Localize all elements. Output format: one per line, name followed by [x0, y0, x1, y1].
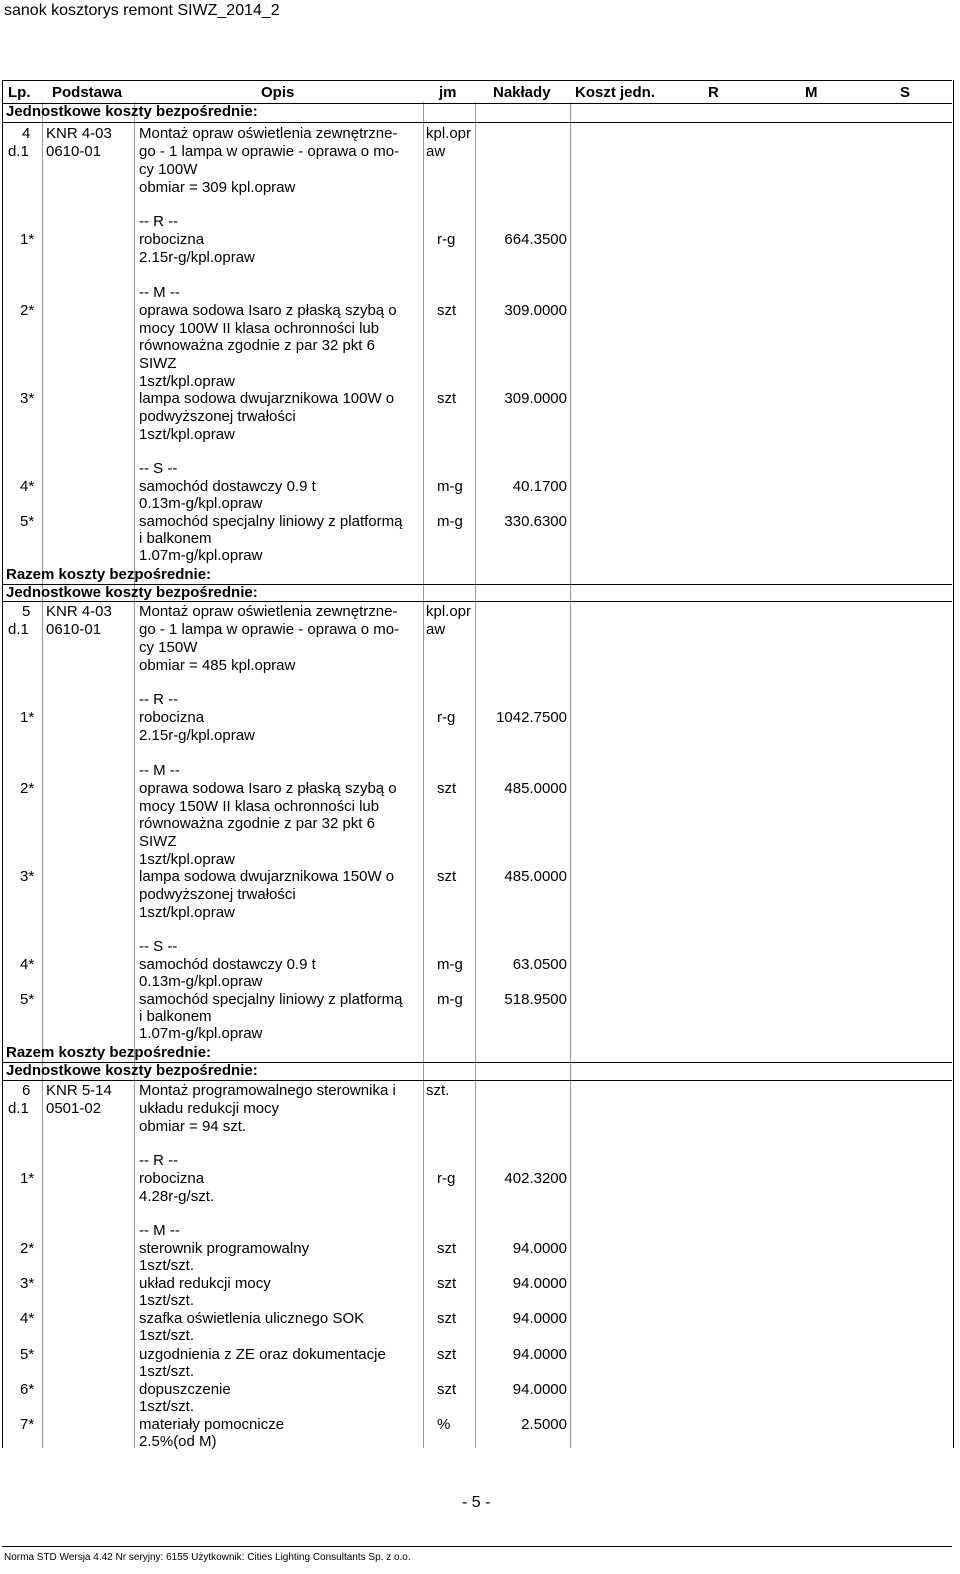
item-measurement: obmiar = 94 szt.	[139, 1118, 247, 1135]
resource-name: mocy 100W II klasa ochronności lub	[139, 320, 380, 337]
resource-unit: szt	[437, 1310, 457, 1327]
resource-lp: 1*	[20, 1170, 35, 1187]
resource-norm: 1.07m-g/kpl.opraw	[139, 1025, 263, 1042]
resource-lp: 2*	[20, 1240, 35, 1257]
labor-heading: -- R --	[139, 1152, 179, 1169]
item-lp: 4	[22, 125, 31, 142]
resource-name: robocizna	[139, 1170, 205, 1187]
resource-lp: 5*	[20, 513, 35, 530]
resource-lp: 5*	[20, 1346, 35, 1363]
resource-lp: 4*	[20, 956, 35, 973]
resource-quantity: 40.1700	[512, 478, 567, 495]
resource-quantity: 94.0000	[512, 1346, 567, 1363]
document-title: sanok kosztorys remont SIWZ_2014_2	[4, 2, 280, 19]
resource-unit: szt	[437, 780, 457, 797]
section-direct-costs: Jednostkowe koszty bezpośrednie:	[6, 1062, 258, 1079]
resource-norm: 1szt/kpl.opraw	[139, 426, 235, 443]
header-lp: Lp.	[8, 84, 31, 101]
item-description: układu redukcji mocy	[139, 1100, 280, 1117]
resource-lp: 4*	[20, 1310, 35, 1327]
resource-lp: 1*	[20, 231, 35, 248]
resource-name: robocizna	[139, 231, 205, 248]
equipment-heading: -- S --	[139, 460, 178, 477]
resource-norm: 1.07m-g/kpl.opraw	[139, 547, 263, 564]
item-basis: KNR 4-03	[46, 603, 112, 620]
resource-lp: 3*	[20, 1275, 35, 1292]
page-number: - 5 -	[462, 1494, 491, 1511]
resource-name: sterownik programowalny	[139, 1240, 310, 1257]
resource-unit: szt	[437, 1381, 457, 1398]
resource-quantity: 63.0500	[512, 956, 567, 973]
footer-divider	[2, 1546, 952, 1547]
header-m: M	[805, 84, 818, 101]
item-description: cy 150W	[139, 639, 198, 656]
labor-heading: -- R --	[139, 213, 179, 230]
resource-norm: 2.5%(od M)	[139, 1433, 217, 1450]
resource-name: lampa sodowa dwujarznikowa 150W o	[139, 868, 395, 885]
header-koszt: Koszt jedn.	[575, 84, 656, 101]
resource-quantity: 94.0000	[512, 1310, 567, 1327]
resource-name: dopuszczenie	[139, 1381, 231, 1398]
resource-name: materiały pomocnicze	[139, 1416, 285, 1433]
resource-norm: 1szt/kpl.opraw	[139, 373, 235, 390]
item-description: Montaż opraw oświetlenia zewnętrzne-	[139, 125, 398, 142]
resource-quantity: 1042.7500	[496, 709, 567, 726]
section-direct-costs: Jednostkowe koszty bezpośrednie:	[6, 584, 258, 601]
resource-unit: szt	[437, 390, 457, 407]
resource-lp: 3*	[20, 868, 35, 885]
resource-quantity: 485.0000	[504, 780, 567, 797]
column-divider	[134, 102, 135, 1448]
resource-name: samochód specjalny liniowy z platformą	[139, 991, 403, 1008]
resource-norm: 1szt/szt.	[139, 1257, 195, 1274]
header-naklady: Nakłady	[493, 84, 551, 101]
resource-lp: 3*	[20, 390, 35, 407]
header-podstawa: Podstawa	[52, 84, 123, 101]
resource-unit: m-g	[437, 991, 463, 1008]
resource-unit: szt	[437, 1346, 457, 1363]
resource-norm: 2.15r-g/kpl.opraw	[139, 727, 255, 744]
resource-name: podwyższonej trwałości	[139, 408, 296, 425]
item-lp-sub: d.1	[8, 1100, 29, 1117]
equipment-heading: -- S --	[139, 938, 178, 955]
item-description: Montaż opraw oświetlenia zewnętrzne-	[139, 603, 398, 620]
resource-name: oprawa sodowa Isaro z płaską szybą o	[139, 302, 397, 319]
item-measurement: obmiar = 485 kpl.opraw	[139, 657, 296, 674]
resource-norm: 1szt/szt.	[139, 1398, 195, 1415]
resource-name: i balkonem	[139, 1008, 212, 1025]
resource-unit: szt	[437, 868, 457, 885]
resource-lp: 2*	[20, 780, 35, 797]
item-lp: 6	[22, 1082, 31, 1099]
resource-unit: %	[437, 1416, 451, 1433]
item-unit: szt.	[426, 1082, 450, 1099]
row-separator	[2, 1080, 952, 1081]
item-description: go - 1 lampa w oprawie - oprawa o mo-	[139, 621, 400, 638]
resource-name: podwyższonej trwałości	[139, 886, 296, 903]
resource-unit: r-g	[437, 709, 456, 726]
column-divider	[570, 102, 571, 1448]
resource-unit: m-g	[437, 956, 463, 973]
item-lp-sub: d.1	[8, 621, 29, 638]
row-separator	[2, 122, 952, 123]
resource-lp: 4*	[20, 478, 35, 495]
resource-norm: 4.28r-g/szt.	[139, 1188, 215, 1205]
resource-norm: 0.13m-g/kpl.opraw	[139, 973, 263, 990]
resource-norm: 2.15r-g/kpl.opraw	[139, 249, 255, 266]
resource-norm: 1szt/szt.	[139, 1292, 195, 1309]
resource-name: robocizna	[139, 709, 205, 726]
item-unit: aw	[426, 621, 446, 638]
resource-lp: 5*	[20, 991, 35, 1008]
item-unit: aw	[426, 143, 446, 160]
resource-name: układ redukcji mocy	[139, 1275, 271, 1292]
resource-name: SIWZ	[139, 833, 177, 850]
header-s: S	[900, 84, 911, 101]
section-total-direct-costs: Razem koszty bezpośrednie:	[6, 566, 212, 583]
item-lp: 5	[22, 603, 31, 620]
resource-unit: szt	[437, 302, 457, 319]
resource-name: mocy 150W II klasa ochronności lub	[139, 798, 380, 815]
column-divider	[475, 102, 476, 1448]
item-basis: KNR 5-14	[46, 1082, 112, 1099]
resource-name: samochód dostawczy 0.9 t	[139, 956, 316, 973]
resource-unit: r-g	[437, 1170, 456, 1187]
resource-quantity: 94.0000	[512, 1240, 567, 1257]
resource-norm: 1szt/kpl.opraw	[139, 851, 235, 868]
resource-norm: 1szt/kpl.opraw	[139, 904, 235, 921]
column-divider	[42, 102, 43, 1448]
resource-name: uzgodnienia z ZE oraz dokumentacje	[139, 1346, 386, 1363]
resource-name: samochód specjalny liniowy z platformą	[139, 513, 403, 530]
resource-name: szafka oświetlenia ulicznego SOK	[139, 1310, 365, 1327]
item-unit: kpl.opr	[426, 125, 472, 142]
resource-name: równoważna zgodnie z par 32 pkt 6	[139, 815, 375, 832]
item-description: Montaż programowalnego sterownika i	[139, 1082, 396, 1099]
item-measurement: obmiar = 309 kpl.opraw	[139, 179, 296, 196]
item-basis-code: 0610-01	[46, 621, 102, 638]
item-basis-code: 0501-02	[46, 1100, 102, 1117]
header-r: R	[708, 84, 719, 101]
resource-name: równoważna zgodnie z par 32 pkt 6	[139, 337, 375, 354]
table-header	[2, 80, 952, 104]
resource-quantity: 2.5000	[521, 1416, 567, 1433]
resource-norm: 1szt/szt.	[139, 1327, 195, 1344]
item-basis-code: 0610-01	[46, 143, 102, 160]
header-jm: jm	[439, 84, 457, 101]
resource-norm: 1szt/szt.	[139, 1363, 195, 1380]
resource-lp: 6*	[20, 1381, 35, 1398]
footer-text: Norma STD Wersja 4.42 Nr seryjny: 6155 Użytkownik: Cities Lighting Consultants Sp. z o.o.	[4, 1552, 411, 1563]
item-basis: KNR 4-03	[46, 125, 112, 142]
resource-quantity: 330.6300	[504, 513, 567, 530]
resource-unit: szt	[437, 1240, 457, 1257]
resource-unit: m-g	[437, 513, 463, 530]
labor-heading: -- R --	[139, 691, 179, 708]
resource-name: lampa sodowa dwujarznikowa 100W o	[139, 390, 395, 407]
resource-lp: 2*	[20, 302, 35, 319]
item-unit: kpl.opr	[426, 603, 472, 620]
materials-heading: -- M --	[139, 762, 180, 779]
resource-lp: 7*	[20, 1416, 35, 1433]
resource-quantity: 94.0000	[512, 1275, 567, 1292]
resource-quantity: 402.3200	[504, 1170, 567, 1187]
resource-quantity: 664.3500	[504, 231, 567, 248]
item-lp-sub: d.1	[8, 143, 29, 160]
resource-lp: 1*	[20, 709, 35, 726]
resource-unit: m-g	[437, 478, 463, 495]
resource-quantity: 518.9500	[504, 991, 567, 1008]
item-description: cy 100W	[139, 161, 198, 178]
header-opis: Opis	[261, 84, 295, 101]
resource-unit: szt	[437, 1275, 457, 1292]
section-direct-costs: Jednostkowe koszty bezpośrednie:	[6, 103, 258, 120]
resource-unit: r-g	[437, 231, 456, 248]
resource-name: SIWZ	[139, 355, 177, 372]
column-divider	[423, 102, 424, 1448]
resource-quantity: 94.0000	[512, 1381, 567, 1398]
resource-name: i balkonem	[139, 530, 212, 547]
row-separator	[2, 601, 952, 602]
materials-heading: -- M --	[139, 284, 180, 301]
resource-norm: 0.13m-g/kpl.opraw	[139, 495, 263, 512]
section-total-direct-costs: Razem koszty bezpośrednie:	[6, 1044, 212, 1061]
item-description: go - 1 lampa w oprawie - oprawa o mo-	[139, 143, 400, 160]
resource-quantity: 309.0000	[504, 390, 567, 407]
resource-name: samochód dostawczy 0.9 t	[139, 478, 316, 495]
materials-heading: -- M --	[139, 1222, 180, 1239]
resource-name: oprawa sodowa Isaro z płaską szybą o	[139, 780, 397, 797]
resource-quantity: 485.0000	[504, 868, 567, 885]
resource-quantity: 309.0000	[504, 302, 567, 319]
